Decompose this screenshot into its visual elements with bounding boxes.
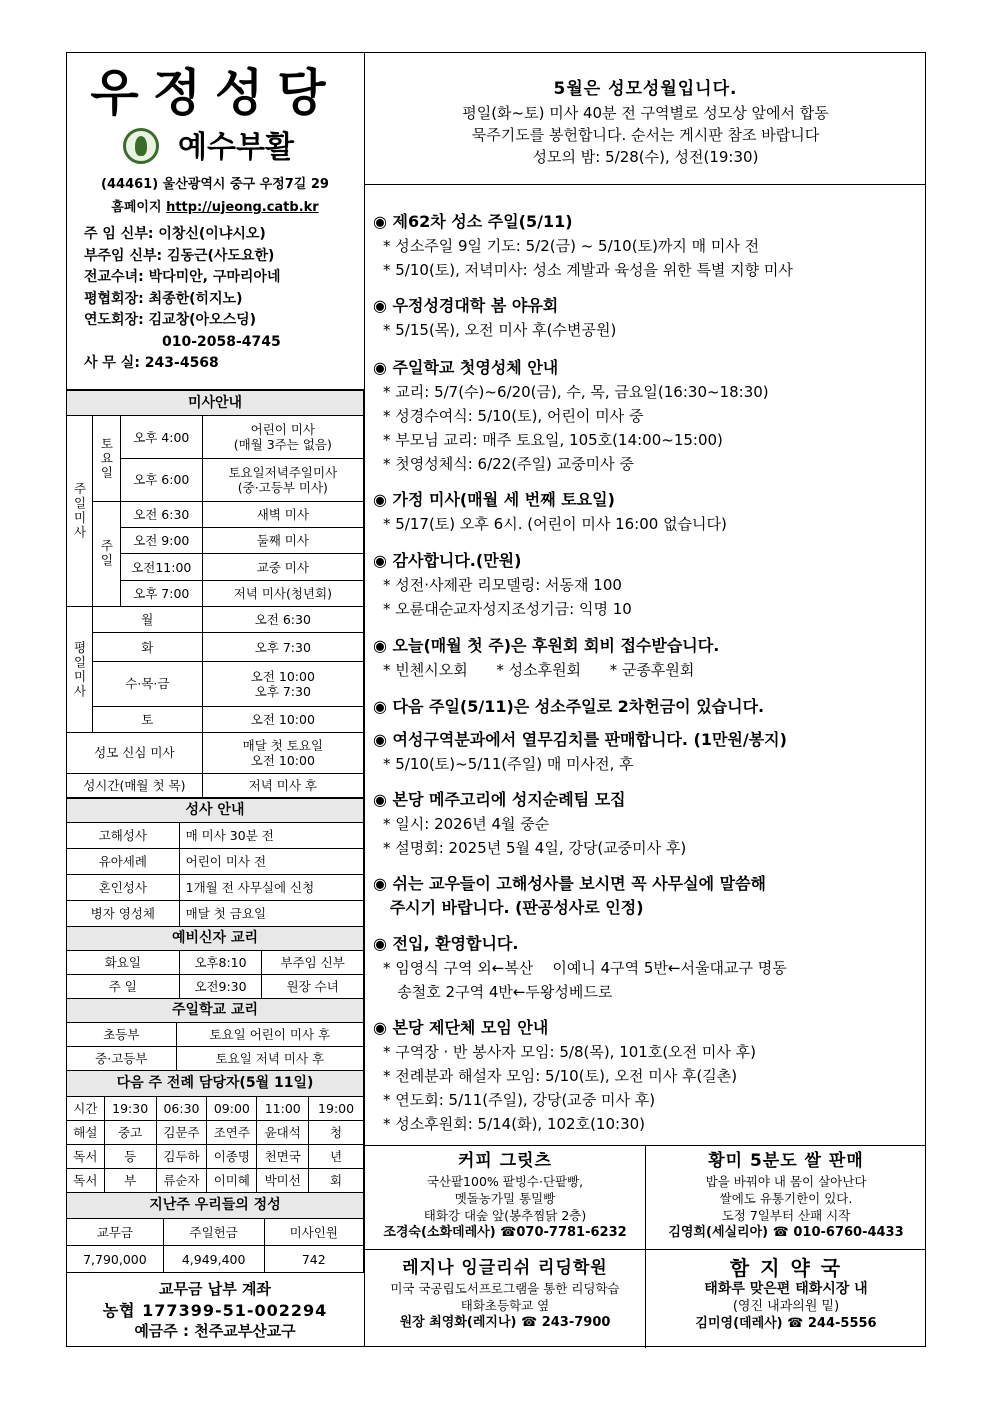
notice-heading: ◉ 쉬는 교우들이 고해성사를 보시면 꼭 사무실에 말씀해 (373, 874, 766, 893)
duty-cell: 등 (104, 1145, 156, 1169)
offering-table (66, 1192, 364, 1273)
sacrament-title: 성사 안내 (67, 799, 364, 823)
parish-title: 우정성당 (90, 63, 340, 122)
staff-line: 부주임 신부: 김동근(사도요한) (84, 247, 275, 264)
ad-contact: 김영희(세실리아) ☎ 010-6760-4433 (668, 1225, 904, 1240)
offering-header: 교무금 (67, 1219, 164, 1246)
duty-cell: 이종명 (207, 1145, 257, 1169)
ad-contact: 조경숙(소화데레사) ☎070-7781-6232 (383, 1225, 627, 1240)
catechumen-teacher: 부주임 신부 (262, 951, 364, 975)
duty-table (66, 1070, 364, 1193)
staff-list (84, 224, 281, 375)
sunday-school-table (66, 998, 364, 1071)
staff-line: 연도회장: 김교창(아오스딩) (84, 312, 257, 328)
sacrament-name: 고해성사 (67, 823, 180, 849)
catechumen-day: 주 일 (67, 975, 180, 999)
staff-line: 010-2058-4745 (84, 333, 281, 350)
mass-desc: 교중 미사 (202, 554, 363, 580)
notice-item: 송철호 2구역 4반←두왕성베드로 (383, 983, 613, 1001)
sacrament-table (66, 798, 364, 927)
notice-family-mass (373, 488, 727, 536)
mass-time: 오전11:00 (120, 554, 202, 580)
ad-coffee (365, 1149, 645, 1242)
mary-mass-line: 오전 10:00 (250, 752, 315, 768)
weekday-day: 토 (92, 706, 202, 732)
ad-line: (영진 내과의원 밑) (732, 1299, 840, 1314)
duty-title: 다음 주 전례 담당자(5월 11일) (67, 1071, 364, 1097)
weekday-time-line: 오후 7:30 (254, 683, 311, 699)
account-box (66, 1272, 364, 1347)
mary-mass-line: 매달 첫 토요일 (242, 737, 324, 753)
notice-thanks (373, 549, 632, 621)
mass-time: 오후 7:00 (120, 580, 202, 606)
notice-item: * 성전·사제관 리모델링: 서동재 100 (383, 576, 622, 594)
ad-line: 쌀에도 유통기한이 있다. (719, 1191, 853, 1206)
ad-academy (365, 1256, 645, 1332)
right-column (365, 52, 926, 1347)
ad-pharmacy (646, 1256, 926, 1333)
ad-line: 멧돌농가밀 통밀빵 (454, 1191, 556, 1206)
notice-item: * 교리: 5/7(수)~6/20(금), 수, 목, 금요일(16:30~18:30) (383, 383, 769, 401)
notice-item: * 5/17(토) 오후 6시. (어린이 미사 16:00 없습니다) (383, 515, 727, 533)
notice-meetings (373, 1016, 756, 1136)
ads-divider (365, 1249, 926, 1250)
notice-item: * 첫영성체식: 6/22(주일) 교중미사 중 (383, 455, 634, 473)
staff-line: 전교수녀: 박다미안, 구마리아네 (84, 269, 281, 285)
sunday-mass-label: 주일미사 (67, 416, 93, 607)
banner-divider (365, 184, 926, 185)
notice-item: * 5/10(토)~5/11(주일) 매 미사전, 후 (383, 755, 634, 773)
staff-line: 주 임 신부: 이창신(이냐시오) (84, 226, 266, 242)
notice-heading: ◉ 여성구역분과에서 열무김치를 판매합니다. (1만원/봉지) (373, 730, 787, 749)
notice-heading: ◉ 우정성경대학 봄 야유회 (373, 296, 559, 315)
duty-header: 11:00 (257, 1097, 309, 1121)
offering-header: 미사인원 (264, 1219, 363, 1246)
mass-table (66, 390, 364, 798)
catechumen-day: 화요일 (67, 951, 180, 975)
duty-header: 19:00 (309, 1097, 364, 1121)
saturday-label: 토요일 (92, 416, 120, 501)
sacrament-info: 매 미사 30분 전 (179, 823, 363, 849)
notice-item: * 5/15(목), 오전 미사 후(수변공원) (383, 321, 617, 339)
account-title: 교무금 납부 계좌 (159, 1280, 271, 1298)
homepage-label: 홈페이지 (111, 200, 162, 215)
sacrament-name: 유아세례 (67, 849, 180, 875)
catechumen-time: 오전9:30 (179, 975, 262, 999)
catechumen-title: 예비신자 교리 (67, 927, 364, 951)
holy-hour-time: 저녁 미사 후 (202, 773, 363, 797)
notice-kimchi (373, 728, 787, 776)
ad-line: 태화루 맞은편 태화시장 내 (704, 1281, 868, 1297)
school-group: 중·고등부 (67, 1047, 177, 1071)
weekday-day: 월 (92, 607, 202, 633)
ad-contact: 김미영(데레사) ☎ 244-5556 (695, 1316, 877, 1331)
catechumen-table (66, 926, 364, 999)
weekday-day: 수·목·금 (92, 661, 202, 706)
duty-cell: 윤대석 (257, 1121, 309, 1145)
banner-line: 묵주기도를 봉헌합니다. 순서는 게시판 참조 바랍니다 (471, 126, 820, 144)
month-banner (365, 76, 926, 168)
notice-second-collection (373, 695, 764, 719)
school-time: 토요일 어린이 미사 후 (176, 1023, 363, 1047)
notice-item: * 성경수여식: 5/10(토), 어린이 미사 중 (383, 407, 644, 425)
notice-heading: ◉ 가정 미사(매월 세 번째 토요일) (373, 490, 615, 509)
catechumen-teacher: 원장 수녀 (262, 975, 364, 999)
mass-desc (202, 416, 363, 459)
ad-line: 밥을 바꿔야 내 몸이 살아난다 (705, 1174, 867, 1189)
notice-item: * 오륜대순교자성지조성기금: 익명 10 (383, 600, 632, 618)
weekday-time: 오전 10:00 (202, 706, 363, 732)
notice-item: * 성소후원회: 5/14(화), 102호(10:30) (383, 1115, 646, 1133)
mary-mass-time (202, 732, 363, 773)
notice-item: * 부모님 교리: 매주 토요일, 105호(14:00~15:00) (383, 431, 723, 449)
ad-rice (646, 1149, 926, 1242)
motto: 예수부활 (178, 130, 294, 165)
duty-header: 시간 (67, 1097, 105, 1121)
mass-desc (202, 458, 363, 501)
notice-heading: ◉ 본당 제단체 모임 안내 (373, 1018, 549, 1037)
duty-header: 09:00 (207, 1097, 257, 1121)
notice-item: 주시기 바랍니다. (판공성사로 인정) (373, 898, 644, 917)
holy-hour-label: 성시간(매월 첫 목) (67, 773, 203, 797)
notice-item: * 임영식 구역 외←복산 이예니 4구역 5반←서울대교구 명동 (383, 959, 787, 977)
weekday-time: 오후 7:30 (202, 633, 363, 661)
offering-header: 주일헌금 (163, 1219, 264, 1246)
account-number: 농협 177399-51-002294 (102, 1301, 328, 1320)
notice-item: * 설명회: 2025년 5월 4일, 강당(교중미사 후) (383, 839, 687, 857)
banner-line: 평일(화~토) 미사 40분 전 구역별로 성모상 앞에서 합동 (462, 104, 829, 122)
weekday-day: 화 (92, 633, 202, 661)
weekday-time: 오전 6:30 (202, 607, 363, 633)
notice-item: * 연도회: 5/11(주일), 강당(교중 미사 후) (383, 1091, 656, 1109)
mass-time: 오후 6:00 (120, 458, 202, 501)
left-column (66, 52, 365, 1347)
notice-heading: ◉ 전입, 환영합니다. (373, 934, 519, 953)
offering-value: 742 (264, 1246, 363, 1273)
duty-cell: 천면국 (257, 1145, 309, 1169)
catechumen-time: 오후8:10 (179, 951, 262, 975)
ad-line: 국산팥100% 팥빙수·단팥빵, (426, 1174, 584, 1189)
banner-line: 성모의 밤: 5/28(수), 성전(19:30) (532, 148, 759, 166)
duty-cell: 이미혜 (207, 1169, 257, 1193)
mass-desc-line: (중·고등부 미사) (237, 479, 328, 495)
ad-name: 황미 5분도 쌀 판매 (708, 1151, 864, 1171)
sacrament-info: 어린이 미사 전 (179, 849, 363, 875)
duty-cell: 해설 (67, 1121, 105, 1145)
duty-header: 19:30 (104, 1097, 156, 1121)
mass-title: 미사안내 (67, 391, 364, 416)
weekday-time-line: 오전 10:00 (250, 668, 315, 684)
ad-line: 태화초등학교 옆 (460, 1298, 550, 1313)
duty-cell: 박미선 (257, 1169, 309, 1193)
notice-welcome (373, 932, 787, 1004)
account-holder: 예금주 : 천주교부산교구 (134, 1322, 296, 1340)
parish-header (66, 52, 364, 390)
duty-cell: 청 (309, 1121, 364, 1145)
ad-contact: 원장 최영화(레지나) ☎ 243-7900 (399, 1315, 611, 1330)
school-time: 토요일 저녁 미사 후 (176, 1047, 363, 1071)
staff-line: 평협회장: 최종한(히지노) (84, 290, 243, 307)
mass-time: 오전 6:30 (120, 501, 202, 527)
weekday-mass-label: 평일미사 (67, 607, 93, 733)
mass-time: 오후 4:00 (120, 416, 202, 459)
address: (44461) 울산광역시 중구 우정7길 29 (101, 177, 329, 192)
duty-cell: 김두하 (156, 1145, 207, 1169)
duty-cell: 조연주 (207, 1121, 257, 1145)
duty-cell: 독서 (67, 1169, 105, 1193)
notice-item: * 구역장 · 반 봉사자 모임: 5/8(목), 101호(오전 미사 후) (383, 1043, 757, 1061)
ads-section (365, 1145, 926, 1347)
banner-title: 5월은 성모성월입니다. (553, 79, 738, 99)
duty-cell: 류순자 (156, 1169, 207, 1193)
ad-name: 레지나 잉글리쉬 리딩학원 (402, 1258, 608, 1278)
offering-value: 7,790,000 (67, 1246, 164, 1273)
ad-name: 함 지 약 국 (729, 1256, 843, 1280)
notice-heading: ◉ 주일학교 첫영성체 안내 (373, 358, 559, 377)
duty-cell: 회 (309, 1169, 364, 1193)
notice-communion (373, 356, 769, 476)
ad-line: 미국 국공립도서프로그램을 통한 리딩학습 (390, 1281, 620, 1296)
mass-desc: 새벽 미사 (202, 501, 363, 527)
ad-line: 도정 7일부터 산패 시작 (721, 1208, 851, 1223)
sacrament-name: 병자 영성체 (67, 901, 180, 927)
mass-desc-line: (매월 3주는 없음) (233, 437, 332, 453)
offering-title: 지난주 우리들의 정성 (67, 1193, 364, 1219)
duty-cell: 년 (309, 1145, 364, 1169)
offering-value: 4,949,400 (163, 1246, 264, 1273)
notice-item: * 빈첸시오회 * 성소후원회 * 군종후원회 (383, 661, 695, 679)
notice-item: * 5/10(토), 저녁미사: 성소 계발과 육성을 위한 특별 지향 미사 (383, 261, 793, 279)
mary-mass-label: 성모 신심 미사 (67, 732, 203, 773)
sunday-label: 주일 (92, 501, 120, 607)
duty-cell: 중고 (104, 1121, 156, 1145)
notice-dues (373, 634, 719, 682)
mass-desc: 둘째 미사 (202, 527, 363, 553)
parish-logo-icon (123, 128, 159, 164)
notice-heading: ◉ 감사합니다.(만원) (373, 551, 522, 570)
weekday-time (202, 661, 363, 706)
homepage (66, 198, 364, 218)
notice-heading: ◉ 제62차 성소 주일(5/11) (373, 212, 573, 231)
notice-heading: ◉ 다음 주일(5/11)은 성소주일로 2차헌금이 있습니다. (373, 697, 765, 716)
duty-header: 06:30 (156, 1097, 207, 1121)
sacrament-info: 매달 첫 금요일 (179, 901, 363, 927)
duty-cell: 독서 (67, 1145, 105, 1169)
school-group: 초등부 (67, 1023, 177, 1047)
notice-confession (373, 872, 766, 920)
notice-vocation (373, 210, 793, 282)
homepage-link[interactable]: http://ujeong.catb.kr (166, 200, 319, 215)
notice-item: * 전례분과 해설자 모임: 5/10(토), 오전 미사 후(길촌) (383, 1067, 738, 1085)
notice-item: * 성소주일 9일 기도: 5/2(금) ~ 5/10(토)까지 매 미사 전 (383, 237, 760, 255)
notice-picnic (373, 294, 616, 342)
ad-line: 태화강 대숲 앞(봉추찜닭 2층) (423, 1208, 587, 1223)
mass-desc-line: 어린이 미사 (250, 422, 316, 438)
mass-desc-line: 토요일저녁주일미사 (228, 464, 338, 480)
sacrament-name: 혼인성사 (67, 875, 180, 901)
sacrament-info: 1개월 전 사무실에 신청 (179, 875, 363, 901)
notice-heading: ◉ 오늘(매월 첫 주)은 후원회 회비 접수받습니다. (373, 636, 720, 655)
mass-desc: 저녁 미사(청년회) (202, 580, 363, 606)
notice-heading: ◉ 본당 메주고리에 성지순례팀 모집 (373, 790, 626, 809)
duty-cell: 부 (104, 1169, 156, 1193)
duty-cell: 김문주 (156, 1121, 207, 1145)
staff-line: 사 무 실: 243-4568 (84, 355, 219, 371)
notice-pilgrimage (373, 788, 686, 860)
sunday-school-title: 주일학교 교리 (67, 999, 364, 1023)
mass-time: 오전 9:00 (120, 527, 202, 553)
ad-name: 커피 그릿츠 (457, 1151, 553, 1171)
notice-item: * 일시: 2026년 4월 중순 (383, 815, 550, 833)
